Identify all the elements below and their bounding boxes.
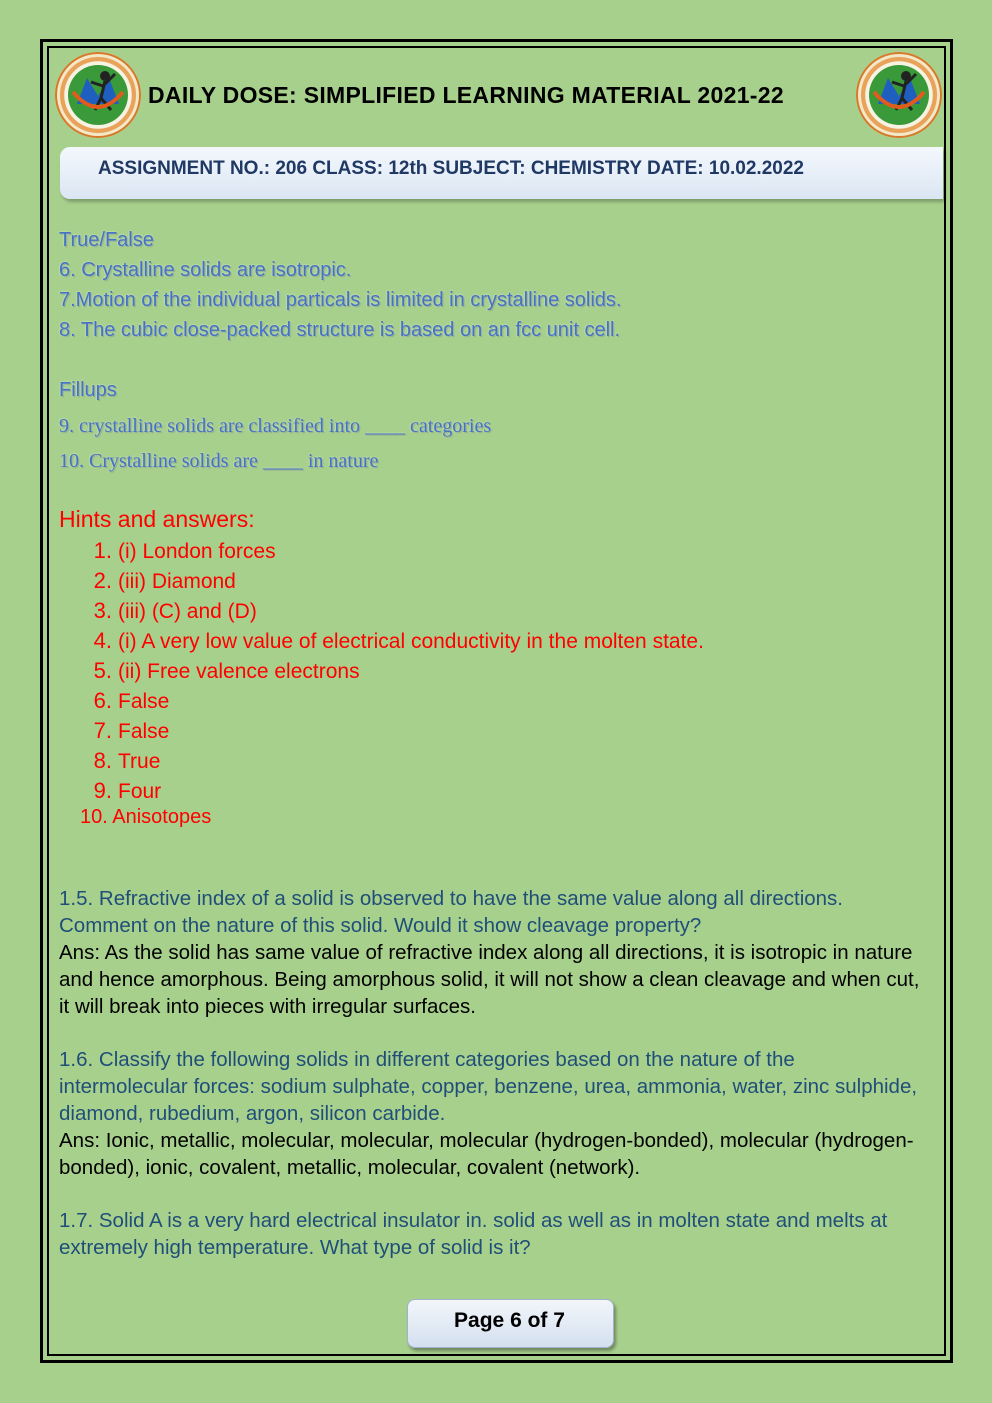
true-false-item: 7.Motion of the individual particals is limited in crystalline solids. xyxy=(59,289,622,311)
question-block xyxy=(59,1207,929,1261)
answer-number: 3. xyxy=(93,598,112,623)
answer-number: 2. xyxy=(93,568,112,593)
answer-number: 7. xyxy=(93,718,112,743)
answer-item xyxy=(82,568,236,594)
answer-number: 9. xyxy=(93,778,112,803)
answer-item xyxy=(82,688,169,714)
answer-paragraph: Ans: Ionic, metallic, molecular, molecular, molecular (hydrogen-bonded), molecular (hydrogen-bonded), ionic, covalent, metallic, molecular, covalent (network). xyxy=(59,1129,914,1179)
question-text: 1.6. Classify the following solids in different categories based on the nature of the intermolecular forces: sodium sulphate, copper, benzene, urea, ammonia, water, zinc sulphide, diamond, rubedium, argon, silicon carbide. xyxy=(59,1048,918,1125)
answer-number: 4. xyxy=(93,628,112,653)
assignment-info: ASSIGNMENT NO.: 206 CLASS: 12th SUBJECT: CHEMISTRY DATE: 10.02.2022 xyxy=(98,158,804,179)
answer-item-last: 10. Anisotopes xyxy=(80,806,212,828)
document-title: DAILY DOSE: SIMPLIFIED LEARNING MATERIAL 2021-22 xyxy=(148,82,784,108)
fillups-item: 9. crystalline solids are classified into ____ categories xyxy=(59,415,492,437)
true-false-item: 8. The cubic close-packed structure is based on an fcc unit cell. xyxy=(59,319,621,341)
answer-text: (ii) Free valence electrons xyxy=(118,660,360,683)
answer-text: True xyxy=(118,750,161,773)
hints-heading: Hints and answers: xyxy=(59,506,255,532)
answer-item xyxy=(82,628,704,654)
fillups-heading: Fillups xyxy=(59,379,117,401)
answer-number: 6. xyxy=(93,688,112,713)
answer-item xyxy=(82,718,169,744)
answer-item xyxy=(82,778,161,804)
question-text: 1.7. Solid A is a very hard electrical insulator in. solid as well as in molten state and melts at extremely high temperature. What type of solid is it? xyxy=(59,1209,888,1259)
question-block xyxy=(59,1046,929,1181)
answer-text: (i) A very low value of electrical conductivity in the molten state. xyxy=(118,630,704,653)
question-block xyxy=(59,885,929,1020)
answer-text: (iii) (C) and (D) xyxy=(118,600,257,623)
true-false-heading: True/False xyxy=(59,229,154,251)
answer-item xyxy=(82,538,276,564)
answer-number: 5. xyxy=(93,658,112,683)
true-false-item: 6. Crystalline solids are isotropic. xyxy=(59,259,352,281)
answer-text: False xyxy=(118,690,170,713)
school-logo-right xyxy=(856,52,942,138)
answer-text: Four xyxy=(118,780,162,803)
answer-text: (iii) Diamond xyxy=(118,570,236,593)
page-number: Page 6 of 7 xyxy=(454,1309,565,1332)
answer-text: (i) London forces xyxy=(118,540,276,563)
answer-text: False xyxy=(118,720,170,743)
answer-item xyxy=(82,598,257,624)
answer-number: 8. xyxy=(93,748,112,773)
answer-item xyxy=(82,658,360,684)
school-logo-left xyxy=(55,52,141,138)
fillups-item: 10. Crystalline solids are ____ in nature xyxy=(59,450,379,472)
answer-paragraph: Ans: As the solid has same value of refractive index along all directions, it is isotropic in nature and hence amorphous. Being amorphous solid, it will not show a clean cleavage and when cut, it will break into pieces with irregular surfaces. xyxy=(59,941,920,1018)
answer-number: 1. xyxy=(93,538,112,563)
answer-item xyxy=(82,748,160,774)
question-text: 1.5. Refractive index of a solid is observed to have the same value along all directions. Comment on the nature of this solid. Would it show cleavage property? xyxy=(59,887,843,937)
